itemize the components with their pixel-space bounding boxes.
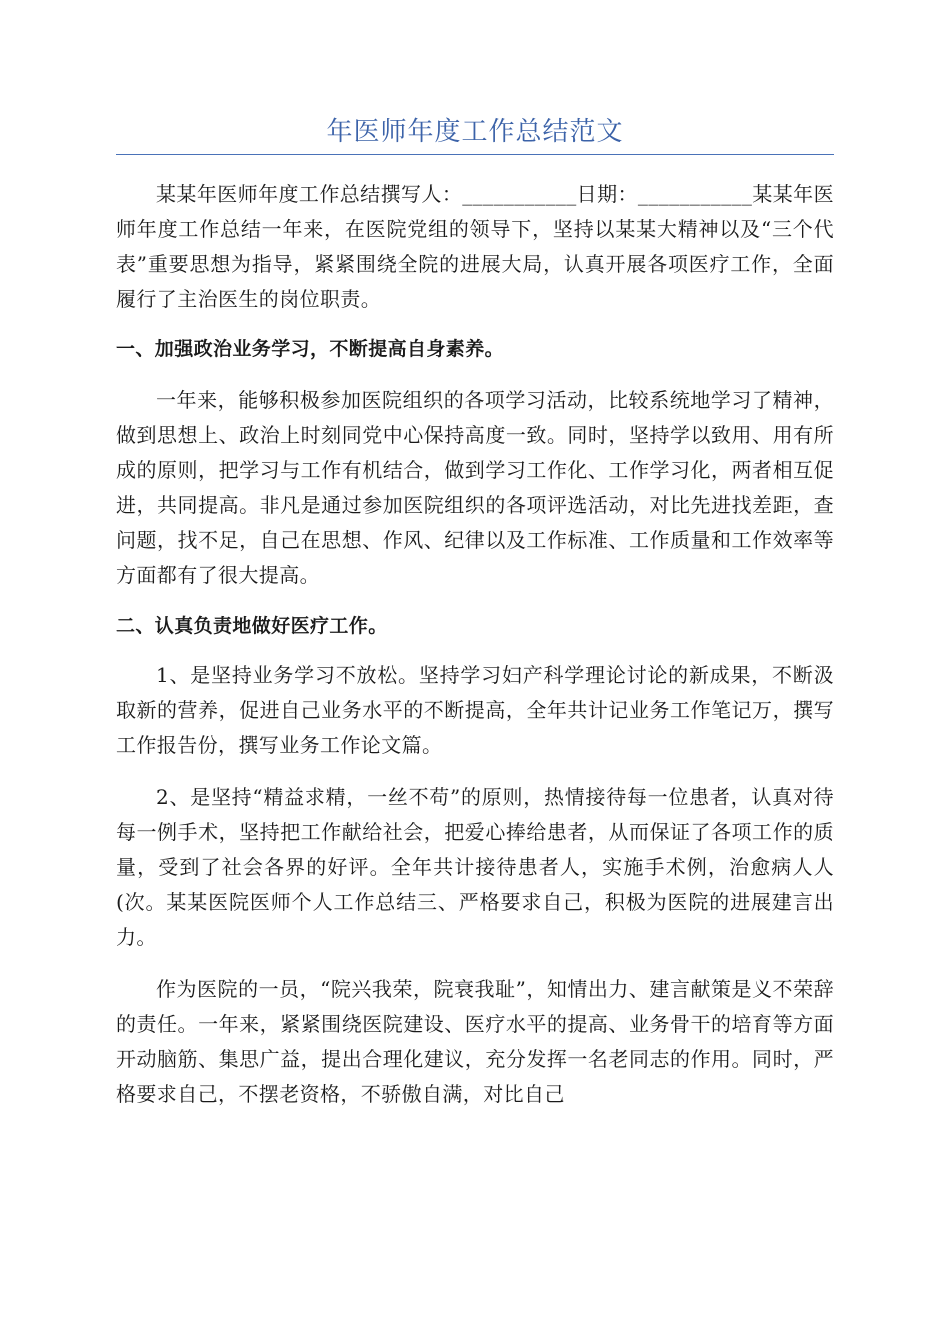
intro-paragraph: 某某年医师年度工作总结撰写人：___________日期：___________某某年医师年度工作总结一年来，在医院党组的领导下，坚持以某某大精神以及“三个代表”重要思想为指导，紧紧围绕全院的进展大局，认真开展各项医疗工作，全面履行了主治医生的岗位职责。 [116,182,834,311]
section-2-paragraph-3: 作为医院的一员，“院兴我荣，院衰我耻”，知情出力、建言献策是义不荣辞的责任。一年来，紧紧围绕医院建设、医疗水平的提高、业务骨干的培育等方面开动脑筋、集思广益，提出合理化建议，充分发挥一名老同志的作用。同时，严格要求自己，不摆老资格，不骄傲自满，对比自己 [116,977,834,1106]
section-2-paragraph-1: 1、是坚持业务学习不放松。坚持学习妇产科学理论讨论的新成果，不断汲取新的营养，促进自己业务水平的不断提高，全年共计记业务工作笔记万，撰写工作报告份，撰写业务工作论文篇。 [116,663,834,757]
title-underline [116,154,834,155]
document-page [116,112,834,1112]
section-heading-1: 一、加强政治业务学习，不断提高自身素养。 [116,338,505,360]
section-2-paragraph-2: 2、是坚持“精益求精，一丝不苟”的原则，热情接待每一位患者，认真对待每一例手术，坚持把工作献给社会，把爱心捧给患者，从而保证了各项工作的质量，受到了社会各界的好评。全年共计接待患者人，实施手术例，治愈病人人(次。某某医院医师个人工作总结三、严格要求自己，积极为医院的进展建言出力。 [116,785,834,949]
section-1-paragraph: 一年来，能够积极参加医院组织的各项学习活动，比较系统地学习了精神，做到思想上、政治上时刻同党中心保持高度一致。同时，坚持学以致用、用有所成的原则，把学习与工作有机结合，做到学习工作化、工作学习化，两者相互促进，共同提高。非凡是通过参加医院组织的各项评选活动，对比先进找差距，查问题，找不足，自己在思想、作风、纪律以及工作标准、工作质量和工作效率等方面都有了很大提高。 [116,388,834,587]
document-title: 年医师年度工作总结范文 [326,117,624,147]
section-heading-2: 二、认真负责地做好医疗工作。 [116,615,388,637]
